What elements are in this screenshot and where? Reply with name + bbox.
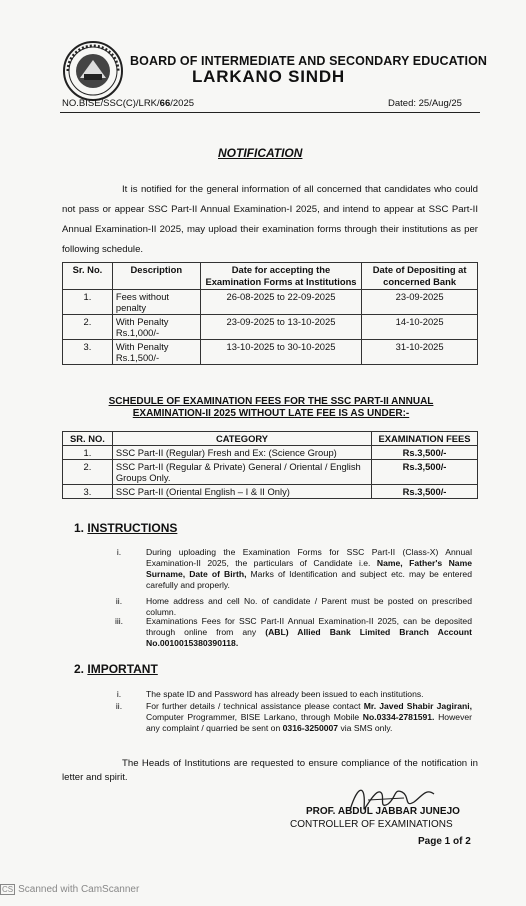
board-name: BOARD OF INTERMEDIATE AND SECONDARY EDUCATION <box>130 54 488 68</box>
table-cell: 2. <box>63 315 113 340</box>
table-cell: With Penalty Rs.1,000/- <box>112 315 200 340</box>
table-cell: Rs.3,500/- <box>372 485 478 499</box>
table-cell: 1. <box>63 446 113 460</box>
item-bold: Name, Father's Name Surname, Date of Birth, <box>146 558 473 579</box>
header-cell: CATEGORY <box>112 432 371 446</box>
item-text: For further details / technical assistance please contact <box>146 701 364 711</box>
table-cell: 13-10-2025 to 30-10-2025 <box>200 340 362 365</box>
list-item <box>146 616 472 649</box>
header-cell: EXAMINATION FEES <box>372 432 478 446</box>
list-number: iii. <box>114 616 124 626</box>
list-item <box>146 701 472 734</box>
list-number: i. <box>116 547 122 557</box>
list-item <box>146 596 472 618</box>
table-row <box>63 485 478 499</box>
item-text: During uploading the Examination Forms for SSC Part-II (Class-X) Annual Examination-II 2025, the particulars of Candidate i.e. <box>146 547 472 568</box>
table-row <box>63 460 478 485</box>
watermark-text: Scanned with CamScanner <box>18 884 140 895</box>
item-text: via SMS only. <box>338 723 393 733</box>
item-text: Home address and cell No. of candidate / Parent must be posted on prescribed column. <box>146 596 472 617</box>
table-cell: Rs.3,500/- <box>372 460 478 485</box>
header-divider <box>60 112 480 113</box>
table-cell: SSC Part-II (Oriental English – I & II Only) <box>112 485 371 499</box>
header-cell: Date for accepting the Examination Forms at Institutions <box>200 263 362 290</box>
fees-table <box>62 431 478 499</box>
table-cell: 3. <box>63 340 113 365</box>
item-bold: 0316-3250007 <box>282 723 339 733</box>
ref-year: /2025 <box>170 98 195 109</box>
item-text: The spate ID and Password has already been issued to each institutions. <box>146 689 424 699</box>
page-number: Page 1 of 2 <box>418 836 471 847</box>
table-cell: 23-09-2025 <box>362 290 478 315</box>
table-cell: 23-09-2025 to 13-10-2025 <box>200 315 362 340</box>
item-text: However any complaint / quarried be sent on <box>146 712 473 733</box>
section-title: INSTRUCTIONS <box>87 521 178 535</box>
fees-heading-line: SCHEDULE OF EXAMINATION FEES FOR THE SSC PART-II ANNUAL <box>108 396 434 407</box>
table-row <box>63 446 478 460</box>
list-item <box>146 547 472 591</box>
table-row <box>63 290 478 315</box>
list-number: ii. <box>115 596 123 606</box>
scanner-watermark <box>0 884 139 895</box>
fees-heading-line: EXAMINATION-II 2025 WITHOUT LATE FEE IS AS UNDER:- <box>132 408 410 419</box>
section-title: IMPORTANT <box>87 662 158 676</box>
fees-heading <box>86 396 456 420</box>
table-cell: SSC Part-II (Regular) Fresh and Ex: (Science Group) <box>112 446 371 460</box>
signatory-name: PROF. ABDUL JABBAR JUNEJO <box>306 806 460 817</box>
table-header-row <box>63 432 478 446</box>
list-item <box>146 689 472 700</box>
closing-paragraph: The Heads of Institutions are requested to ensure compliance of the notification in letter and spirit. <box>62 758 478 783</box>
table-header-row <box>63 263 478 290</box>
table-cell: Fees without penalty <box>112 290 200 315</box>
reference-number <box>62 98 194 109</box>
table-cell: SSC Part-II (Regular & Private) General / Oriental / English Groups Only. <box>112 460 371 485</box>
item-text: Computer Programmer, BISE Larkano, through Mobile <box>146 712 363 722</box>
item-text: Marks of Identification and subject etc. may be entered carefully and properly. <box>146 569 472 590</box>
notification-title: NOTIFICATION <box>218 146 303 160</box>
list-number: ii. <box>115 701 123 711</box>
section-number: 2. <box>74 662 85 676</box>
ref-prefix: NO.BISE/SSC(C)/LRK/ <box>62 98 160 109</box>
table-cell: Rs.3,500/- <box>372 446 478 460</box>
table-cell: 26-08-2025 to 22-09-2025 <box>200 290 362 315</box>
header-cell: Date of Depositing at concerned Bank <box>362 263 478 290</box>
camscanner-icon: CS <box>2 885 14 894</box>
table-cell: 14-10-2025 <box>362 315 478 340</box>
header-cell: SR. NO. <box>63 432 113 446</box>
item-bold: Mr. Javed Shabir Jagirani, <box>363 701 472 711</box>
ref-num: 66 <box>159 98 171 109</box>
table-row <box>63 315 478 340</box>
table-cell: With Penalty Rs.1,500/- <box>112 340 200 365</box>
table-cell: 1. <box>63 290 113 315</box>
important-heading <box>74 662 158 676</box>
table-cell: 31-10-2025 <box>362 340 478 365</box>
board-city: LARKANO SINDH <box>192 67 346 86</box>
item-text: Examinations Fees for SSC Part-II Annual Examination-II 2025, can be deposited through online from any <box>146 616 472 637</box>
item-bold: (ABL) Allied Bank Limited Branch Account No.0010015380390118. <box>146 627 472 648</box>
header-cell: Description <box>112 263 200 290</box>
table-row <box>63 340 478 365</box>
board-logo <box>62 40 124 102</box>
table-cell: 2. <box>63 460 113 485</box>
header-cell: Sr. No. <box>63 263 113 290</box>
item-bold: No.0334-2781591. <box>362 712 435 722</box>
schedule-table <box>62 262 478 365</box>
list-number: i. <box>116 689 122 699</box>
intro-paragraph: It is notified for the general information of all concerned that candidates who could not pass or appear SSC Part-II Annual Examination-I 2025, and intend to appear at SSC Part-II Annual Examination-II 2025, may upload their examination forms through their institutions as per following schedule. <box>62 184 478 255</box>
dated: Dated: 25/Aug/25 <box>388 98 462 109</box>
table-cell: 3. <box>63 485 113 499</box>
signatory-title: CONTROLLER OF EXAMINATIONS <box>290 819 453 830</box>
instructions-heading <box>74 521 177 535</box>
section-number: 1. <box>74 521 85 535</box>
